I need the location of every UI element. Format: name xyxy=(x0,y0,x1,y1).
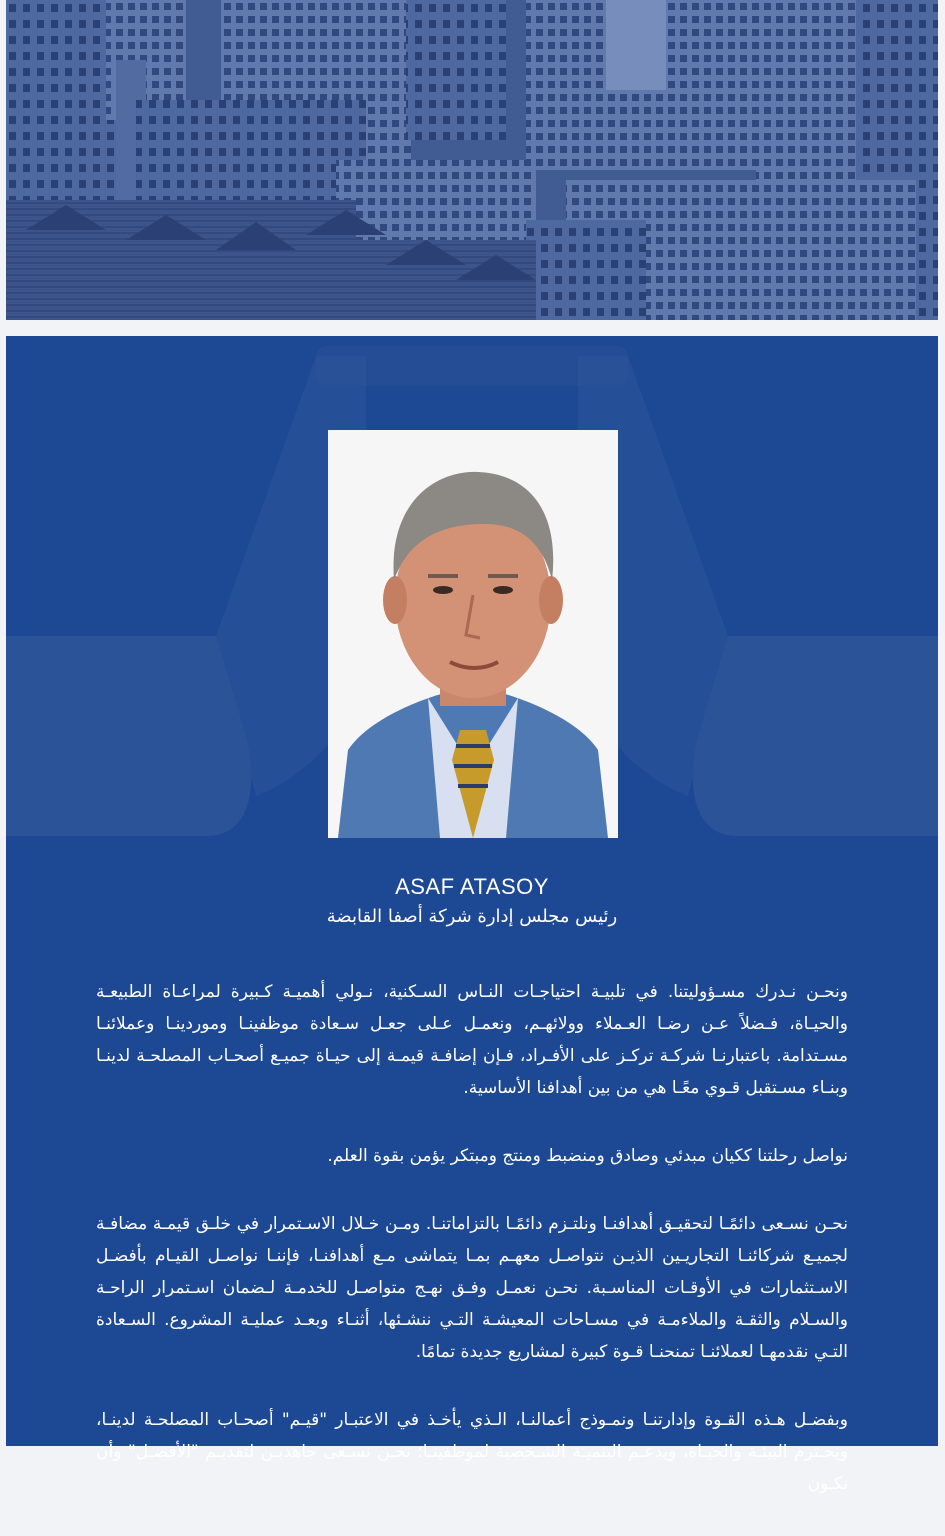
message-paragraph: نحـن نسـعى دائمًـا لتحقيـق أهدافنـا ونلتـزم دائمًـا بالتزاماتنـا. ومـن خـلال الاسـتمرار في خلـق قيمـة مضافـة لجميـع شركائنـا التجاريـين الذيـن نتواصـل معهـم بمـا يتماشى مـع أهدافنـا، فإننـا نواصـل القيـام بأفضـل الاسـتثمارات في الأوقـات المناسـبة. نحـن نعمـل وفـق نهـج متواصـل للخدمـة لـضمان اسـتمرار الراحـة والسـلام والثقـة والملاءمـة في مسـاحات المعيشـة التـي ننشـئها، أثنـاء وبعـد عمليـة المشروع. السـعادة التـي نقدمهـا لعملائنـا تمنحنـا قـوة كبيرة لمشاريع جديدة تمامًا. xyxy=(96,1214,848,1362)
chairman-title: رئيس مجلس إدارة شركة أصفا القابضة xyxy=(326,906,618,927)
message-body xyxy=(96,976,848,1536)
header-cityscape-image xyxy=(6,0,938,320)
chairman-name: ASAF ATASOY xyxy=(395,874,549,899)
message-paragraph: نواصل رحلتنا ككيان مبدئي وصادق ومنضبط ومنتج ومبتكر يؤمن بقوة العلم. xyxy=(327,1146,848,1166)
message-paragraph: ونحـن نـدرك مسـؤوليتنا. في تلبيـة احتياجـات النـاس السـكنية، نـولي أهميـة كـبيرة لمراعـاة الطبيعـة والحيـاة، فـضلاً عـن رضـا العـملاء وولائهـم، ونعمـل عـلى جعـل سـعادة موظفينـا وموردينـا وعملائنـا مسـتدامة. باعتبارنـا شركـة تركـز على الأفـراد، فـإن إضافـة قيمـة إلى حيـاة جميـع أصحـاب المصلحـة لدينـا وبنـاء مسـتقبل قـوي معًـا هي من بين أهدافنا الأساسية. xyxy=(96,982,848,1098)
chairman-portrait xyxy=(328,430,618,838)
message-paragraph: وبفضـل هـذه القـوة وإدارتنـا ونمـوذج أعمالنـا، الـذي يأخـذ في الاعتبـار "قيـم" أصحـاب المصلحـة لدينـا، ويحـترم البيئـة والحيـاة، ويدعـم التنميـة الشـخصية لموظفينـا؛ نحـن نسـعى جاهديـن لتقديـم "الأفضـل" وأن نكـون xyxy=(96,1410,848,1494)
chairman-message-panel xyxy=(6,336,938,1494)
